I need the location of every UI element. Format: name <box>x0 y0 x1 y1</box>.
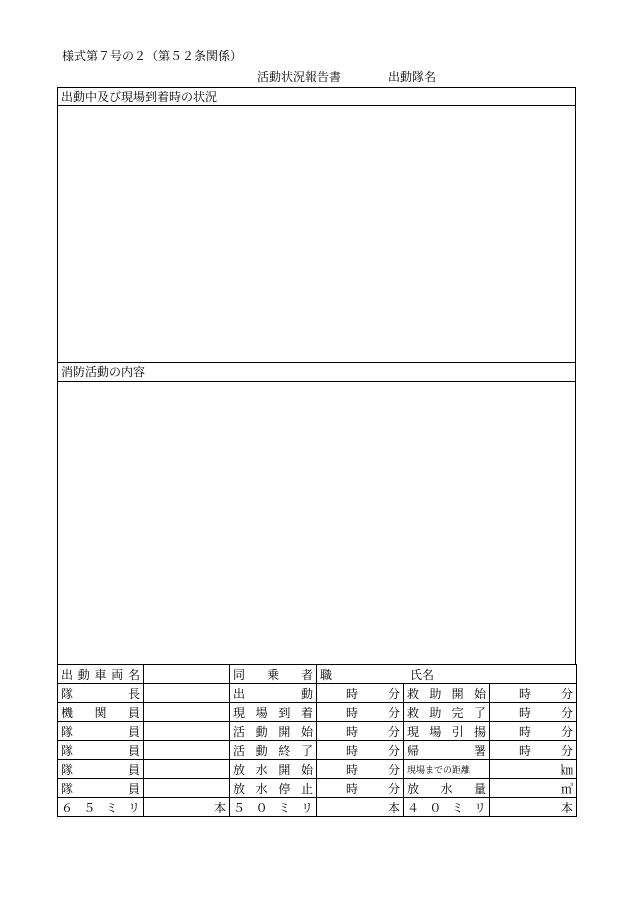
time-field[interactable] <box>490 741 577 760</box>
activity-table <box>57 664 577 817</box>
event-label: 現場引揚 <box>404 722 490 741</box>
table-row <box>58 779 577 798</box>
event-label: 現場到着 <box>230 703 317 722</box>
ride-along-field[interactable] <box>317 665 577 684</box>
table-row <box>58 703 577 722</box>
table-row <box>58 741 577 760</box>
hour-unit: 時 <box>346 743 359 758</box>
activity-content-heading: 消防活動の内容 <box>58 362 575 382</box>
hose-65-field[interactable] <box>144 798 230 817</box>
minute-unit: 分 <box>387 705 400 720</box>
event-label: 救助完了 <box>404 703 490 722</box>
crew-field[interactable] <box>144 760 230 779</box>
event-label: 出 動 <box>230 684 317 703</box>
crew-label: 隊 員 <box>58 722 144 741</box>
table-row <box>58 684 577 703</box>
event-label: 帰 署 <box>404 741 490 760</box>
crew-label: 隊 員 <box>58 760 144 779</box>
water-volume-label: 放 水 量 <box>404 779 490 798</box>
hose-65-label: ６５ミリ <box>58 798 144 817</box>
hour-unit: 時 <box>519 705 532 720</box>
distance-label: 現場までの距離 <box>404 760 490 779</box>
crew-label: 隊 員 <box>58 779 144 798</box>
table-row <box>58 798 577 817</box>
crew-field[interactable] <box>144 703 230 722</box>
minute-unit: 分 <box>387 781 400 796</box>
hour-unit: 時 <box>346 686 359 701</box>
minute-unit: 分 <box>387 762 400 777</box>
hose-40-field[interactable] <box>490 798 577 817</box>
m3-unit: ㎥ <box>560 781 573 796</box>
time-field[interactable] <box>490 703 577 722</box>
arrival-status-heading: 出動中及び現場到着時の状況 <box>58 88 575 106</box>
km-unit: ㎞ <box>560 762 573 777</box>
crew-label: 隊 長 <box>58 684 144 703</box>
hour-unit: 時 <box>346 781 359 796</box>
time-field[interactable] <box>317 779 404 798</box>
time-field[interactable] <box>317 684 404 703</box>
time-field[interactable] <box>490 684 577 703</box>
crew-field[interactable] <box>144 779 230 798</box>
position-label: 職 <box>320 667 333 682</box>
crew-field[interactable] <box>144 684 230 703</box>
form-number: 様式第７号の２（第５２条関係） <box>62 49 243 63</box>
name-label: 氏名 <box>410 667 435 682</box>
minute-unit: 分 <box>387 724 400 739</box>
minute-unit: 分 <box>387 686 400 701</box>
time-field[interactable] <box>317 741 404 760</box>
time-field[interactable] <box>490 722 577 741</box>
count-unit: 本 <box>213 800 226 815</box>
count-unit: 本 <box>387 800 400 815</box>
event-label: 放水停止 <box>230 779 317 798</box>
event-label: 活動終了 <box>230 741 317 760</box>
event-label: 活動開始 <box>230 722 317 741</box>
time-field[interactable] <box>317 760 404 779</box>
minute-unit: 分 <box>387 743 400 758</box>
ride-along-label: 同 乗 者 <box>230 665 317 684</box>
hour-unit: 時 <box>519 724 532 739</box>
minute-unit: 分 <box>560 724 573 739</box>
hour-unit: 時 <box>346 705 359 720</box>
crew-label: 隊 員 <box>58 741 144 760</box>
hour-unit: 時 <box>519 743 532 758</box>
time-field[interactable] <box>317 703 404 722</box>
minute-unit: 分 <box>560 686 573 701</box>
crew-field[interactable] <box>144 741 230 760</box>
hour-unit: 時 <box>519 686 532 701</box>
hose-50-label: ５０ミリ <box>230 798 317 817</box>
crew-label: 機 関 員 <box>58 703 144 722</box>
hour-unit: 時 <box>346 762 359 777</box>
narrative-frame <box>57 87 576 665</box>
hour-unit: 時 <box>346 724 359 739</box>
event-label: 放水開始 <box>230 760 317 779</box>
crew-field[interactable] <box>144 722 230 741</box>
minute-unit: 分 <box>560 705 573 720</box>
table-row <box>58 665 577 684</box>
unit-name-label: 出動隊名 <box>388 70 437 84</box>
count-unit: 本 <box>560 800 573 815</box>
vehicle-name-field[interactable] <box>144 665 230 684</box>
table-row <box>58 760 577 779</box>
distance-field[interactable] <box>490 760 577 779</box>
event-label: 救助開始 <box>404 684 490 703</box>
minute-unit: 分 <box>560 743 573 758</box>
water-volume-field[interactable] <box>490 779 577 798</box>
hose-50-field[interactable] <box>317 798 404 817</box>
hose-40-label: ４０ミリ <box>404 798 490 817</box>
table-row <box>58 722 577 741</box>
document-title: 活動状況報告書 <box>257 70 342 84</box>
vehicle-name-label: 出動車両名 <box>58 665 144 684</box>
time-field[interactable] <box>317 722 404 741</box>
